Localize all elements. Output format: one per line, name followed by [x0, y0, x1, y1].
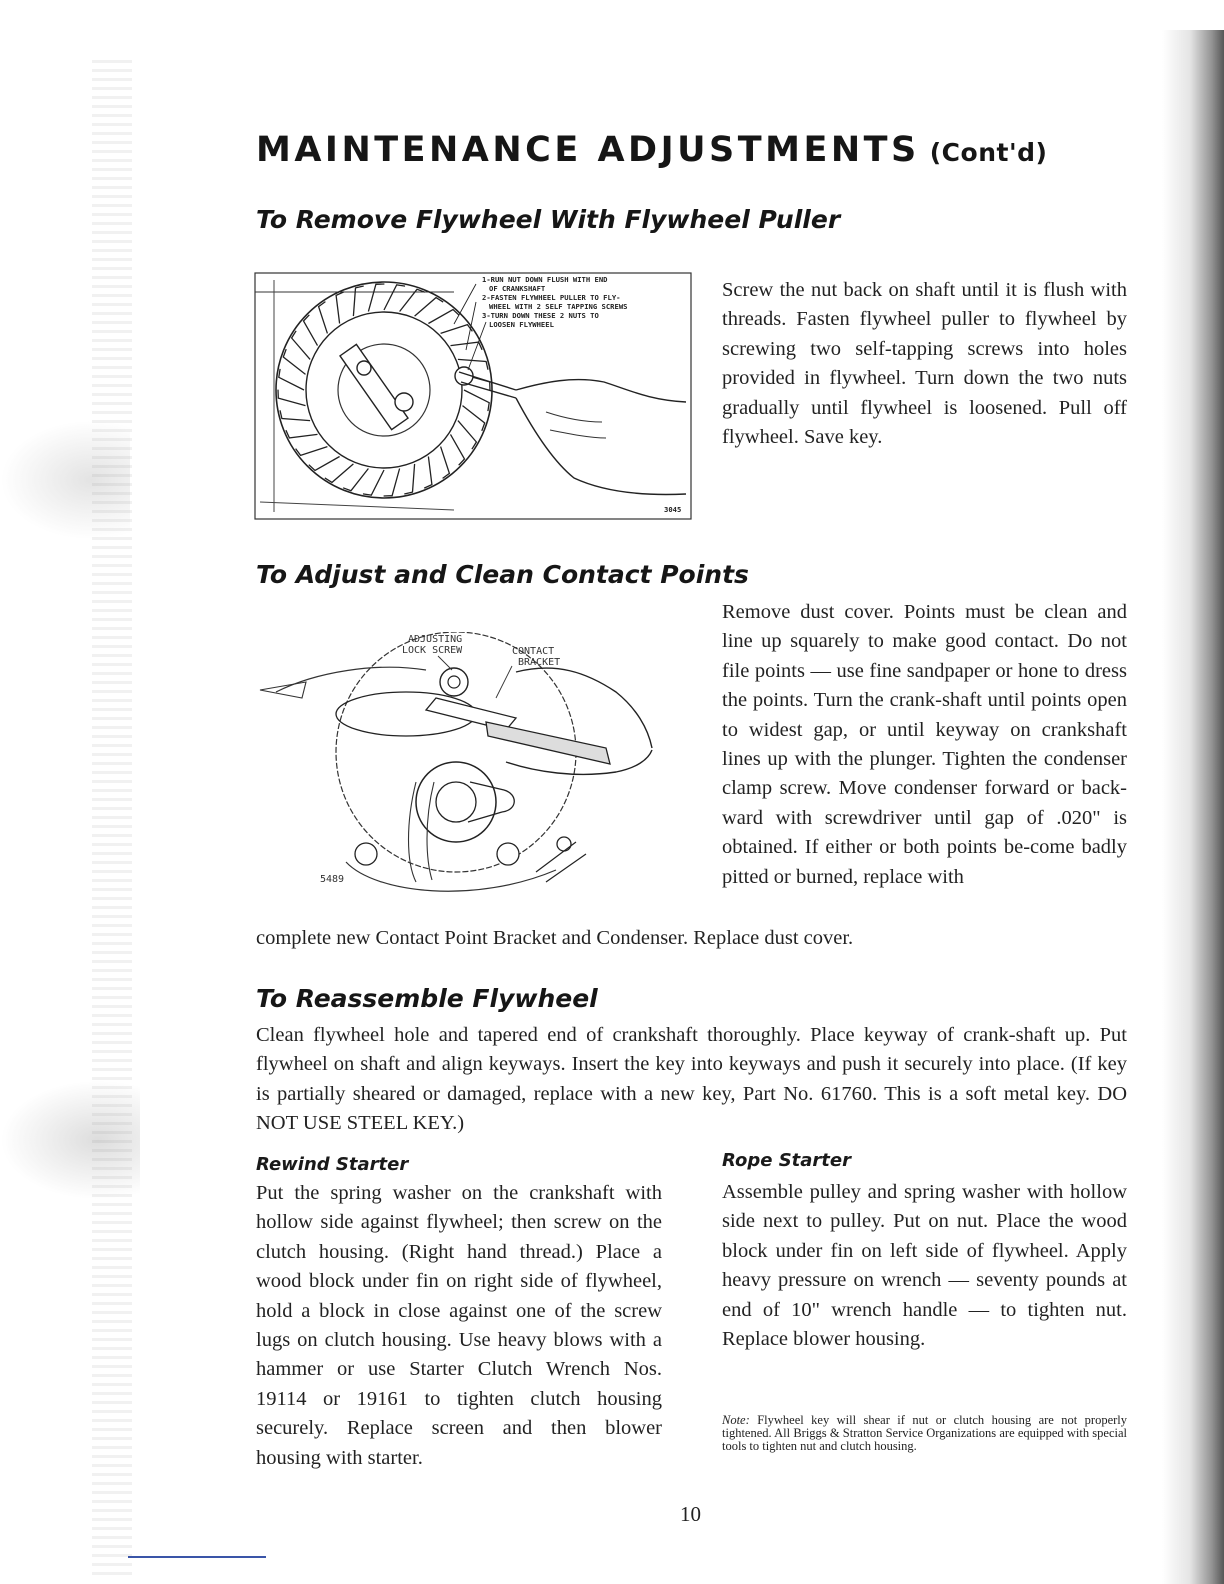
flywheel-fin [278, 390, 306, 406]
flywheel-fin [296, 447, 328, 456]
figure-number: 3045 [664, 505, 682, 514]
flywheel-fin [325, 464, 354, 483]
note-body: Flywheel key will shear if nut or clutch housing are not properly tightened. All Briggs & Stratton Service Organizations are equipped with special tools to tighten nut and clutch housing. [722, 1413, 1128, 1453]
contact-figure-labels [320, 634, 560, 885]
contact-points-text: Remove dust cover. Points must be clean and line up squarely to make good contact. Do not file points — use fine sandpaper or hone to dress the points. Turn the crank-shaft until points open to widest gap, or until keyway on crankshaft lines up with the plunger. Tighten the condenser clamp screw. Move condenser forward or back-ward with screwdriver until gap of .020" is obtained. If either or both points be-come badly pitted or burned, replace with [722, 601, 1127, 888]
flywheel-fin [458, 421, 477, 450]
flywheel-fin [384, 469, 400, 497]
flywheel-fin [441, 447, 450, 479]
flywheel-fin [463, 406, 485, 431]
flywheel-fin [280, 410, 310, 420]
flywheel-fin [336, 292, 344, 324]
label-bracket: BRACKET [518, 657, 561, 668]
breaker-drawing [260, 632, 586, 891]
callout-line-3: 2-FASTEN FLYWHEEL PULLER TO FLY- [482, 293, 621, 302]
callout-line-1: 1-RUN NUT DOWN FLUSH WITH END [482, 275, 608, 284]
flywheel-fin [286, 430, 318, 438]
callout-line-2: OF CRANKSHAFT [489, 284, 546, 293]
flywheel-fin [343, 469, 368, 491]
scan-smudge [0, 420, 130, 540]
flywheel-fin [292, 331, 311, 360]
label-adjusting: ADJUSTING [408, 634, 463, 645]
flywheel-fin [368, 284, 384, 312]
callout-line-5: 3-TURN DOWN THESE 2 NUTS TO [482, 311, 599, 320]
flywheel-fin [428, 310, 459, 324]
reassemble-flywheel-text: Clean flywheel hole and tapered end of crankshaft thoroughly. Place keyway of crank-shaft up. Put flywheel on shaft and align keyways. Insert the key into keyways and push it securely into place. (If key is partially sheared or damaged, replace with a new key, Part No. 61760. This is a soft metal key. DO NOT USE STEEL KEY.) [256, 1024, 1127, 1135]
flywheel-fin [404, 464, 414, 494]
figure-number: 5489 [320, 874, 345, 885]
heading-rope-starter: Rope Starter [722, 1150, 851, 1171]
flywheel-fin [279, 369, 304, 390]
hand-wrench-drawing [459, 372, 686, 494]
contact-points-text-end: complete new Contact Point Bracket and Condenser. Replace dust cover. [256, 927, 854, 949]
scan-shadow-right [1162, 30, 1224, 1584]
callout-line-6: LOOSEN FLYWHEEL [489, 320, 554, 329]
heading-rewind-starter: Rewind Starter [256, 1154, 409, 1175]
note-text [722, 1414, 1127, 1453]
label-contact: CONTACT [512, 646, 555, 657]
heading-remove-flywheel: To Remove Flywheel With Flywheel Puller [256, 205, 841, 234]
rope-starter-text: Assemble pulley and spring washer with hollow side next to pulley. Put on nut. Place the wood block under fin on left side of flywheel. Apply heavy pressure on wrench — seventy pounds at end of 10" wrench handle — to tighten nut. Replace blower housing. [722, 1181, 1127, 1351]
flywheel-fin [283, 349, 305, 374]
rewind-starter-text: Put the spring washer on the crankshaft with hollow side against flywheel; then screw on the clutch housing. (Right hand thread.) Place a wood block under fin on right side of flywheel, hold a block in close against one of the screw lugs on clutch housing. Use heavy blows with a hammer or use Starter Clutch Wrench Nos. 19114 or 19161 to tighten clutch housing securely. Replace screen and then blower housing with starter. [256, 1182, 662, 1469]
flywheel-fin [415, 298, 444, 317]
callout-text [454, 275, 681, 514]
flywheel-fin [309, 457, 340, 471]
figure-contact-points [256, 632, 656, 912]
flywheel-fin [464, 390, 489, 411]
figure-flywheel-puller [254, 272, 692, 520]
flywheel-fin [304, 315, 318, 346]
scan-shadow-left [92, 60, 132, 1580]
scan-smudge [0, 1080, 140, 1200]
page-title-text: MAINTENANCE ADJUSTMENTS [256, 130, 920, 170]
remove-flywheel-text: Screw the nut back on shaft until it is flush with threads. Fasten flywheel puller to flywheel by screwing two self-tapping screws into holes provided in flywheel. Turn down the two nuts gradually until flywheel is loosened. Pull off flywheel. Save key. [722, 279, 1127, 449]
scan-edge-mark [128, 1556, 266, 1558]
flywheel-fin [451, 434, 465, 465]
callout-line-4: WHEEL WITH 2 SELF TAPPING SCREWS [489, 302, 628, 311]
label-lock-screw: LOCK SCREW [402, 645, 463, 656]
flywheel-fin [400, 289, 425, 311]
note-label: Note: [722, 1413, 750, 1427]
flywheel-fin [384, 285, 405, 310]
page-title-suffix: (Cont'd) [929, 138, 1048, 167]
flywheel-fin [424, 457, 432, 489]
heading-reassemble-flywheel: To Reassemble Flywheel [256, 984, 598, 1013]
flywheel-fin [441, 325, 473, 334]
page-title [256, 130, 1047, 170]
flywheel-fin [353, 286, 363, 316]
flywheel-fin [319, 302, 328, 334]
flywheel-fin [363, 470, 384, 495]
page-number: 10 [680, 1502, 701, 1526]
heading-contact-points: To Adjust and Clean Contact Points [256, 560, 749, 589]
